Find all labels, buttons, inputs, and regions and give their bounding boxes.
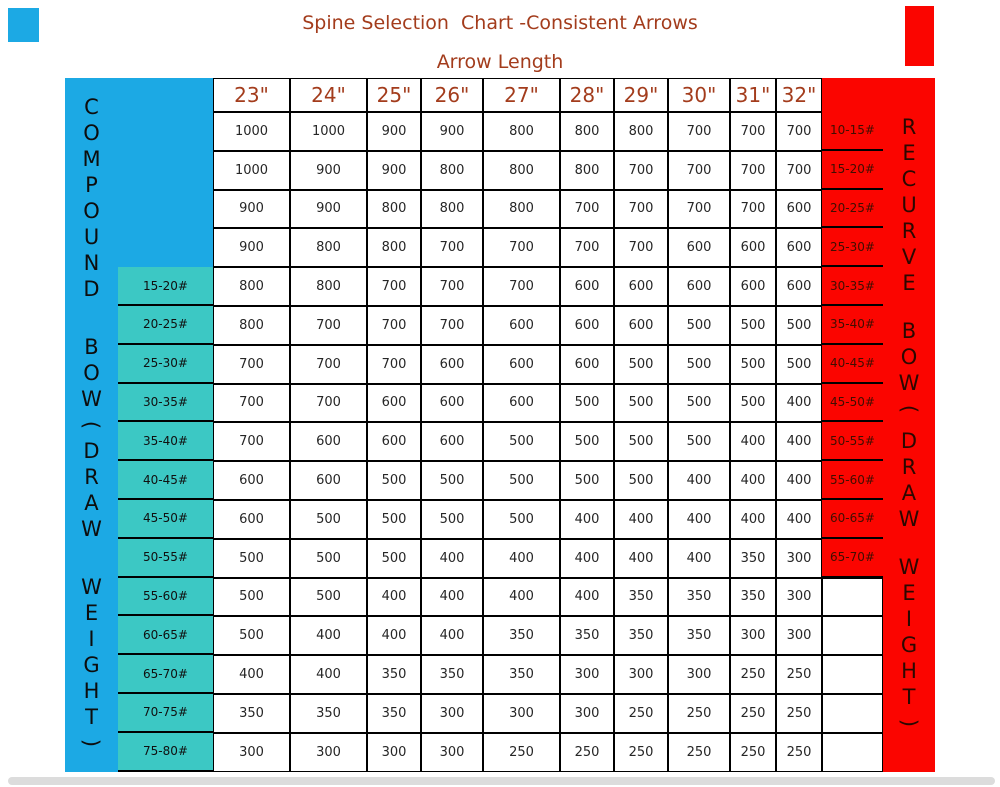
vertical-letter: E (902, 581, 916, 605)
arrow-length-header: 24" (290, 78, 367, 112)
arrow-length-header: 25" (367, 78, 421, 112)
spine-value-cell: 900 (213, 228, 290, 267)
spine-value-cell: 300 (421, 694, 483, 733)
spine-value-cell: 350 (560, 616, 614, 655)
spine-value-cell: 350 (290, 694, 367, 733)
horizontal-scrollbar[interactable] (8, 777, 995, 785)
spine-value-cell: 800 (367, 190, 421, 229)
arrow-length-header: 31" (730, 78, 776, 112)
spine-value-cell: 350 (614, 616, 668, 655)
spine-value-cell: 700 (213, 345, 290, 384)
vertical-letter: ( (896, 404, 921, 414)
spine-value-cell: 600 (421, 384, 483, 423)
spine-value-cell: 500 (213, 616, 290, 655)
spine-value-cell: 400 (290, 655, 367, 694)
compound-draw-weight-label: 75-80# (118, 733, 213, 772)
spine-value-cell: 700 (483, 228, 560, 267)
spine-value-cell: 350 (668, 616, 730, 655)
vertical-letter: I (905, 607, 913, 631)
spine-value-cell: 300 (421, 733, 483, 772)
arrow-length-heading: Arrow Length (436, 51, 564, 73)
spine-value-cell: 300 (776, 578, 822, 617)
vertical-letter: T (902, 685, 916, 709)
spine-value-cell: 300 (560, 694, 614, 733)
vertical-letter: C (901, 167, 917, 191)
spine-value-cell: 250 (614, 694, 668, 733)
spine-value-cell: 600 (776, 190, 822, 229)
spine-value-cell: 600 (668, 267, 730, 306)
vertical-letter: O (83, 199, 100, 223)
spine-value-cell: 900 (290, 190, 367, 229)
spine-value-cell: 600 (421, 345, 483, 384)
vertical-letter: O (83, 361, 100, 385)
compound-bow-band-lower (65, 267, 118, 771)
spine-value-cell: 700 (776, 151, 822, 190)
spine-value-cell: 350 (730, 578, 776, 617)
spine-value-cell: 250 (730, 733, 776, 772)
spine-value-cell: 350 (367, 694, 421, 733)
spine-value-cell: 900 (367, 112, 421, 151)
spine-value-cell: 700 (213, 384, 290, 423)
spine-value-cell: 800 (560, 151, 614, 190)
spine-value-cell: 500 (730, 306, 776, 345)
vertical-letter: ) (79, 738, 104, 748)
spine-value-cell: 400 (421, 539, 483, 578)
arrow-length-header: 29" (614, 78, 668, 112)
recurve-draw-weight-label: 30-35# (822, 267, 883, 306)
spine-value-cell: 400 (560, 539, 614, 578)
vertical-letter: C (84, 95, 99, 119)
spine-value-cell: 900 (421, 112, 483, 151)
spine-value-cell: 700 (290, 306, 367, 345)
empty-label-cell (822, 733, 883, 772)
vertical-letter: P (85, 173, 98, 197)
spine-value-cell: 500 (421, 500, 483, 539)
spine-value-cell: 700 (730, 151, 776, 190)
recurve-draw-weight-label: 40-45# (822, 345, 883, 384)
vertical-letter: G (900, 633, 918, 657)
spine-value-cell: 800 (483, 151, 560, 190)
empty-label-cell (822, 578, 883, 617)
spine-value-cell: 600 (730, 228, 776, 267)
spine-value-cell: 500 (421, 461, 483, 500)
vertical-letter: H (83, 679, 100, 703)
compound-draw-weight-label: 50-55# (118, 539, 213, 578)
spine-value-cell: 500 (730, 345, 776, 384)
compound-draw-weight-label: 20-25# (118, 306, 213, 345)
vertical-letter: N (83, 251, 100, 275)
spine-value-cell: 600 (668, 228, 730, 267)
spine-value-cell: 700 (421, 306, 483, 345)
spine-value-cell: 600 (483, 345, 560, 384)
spine-value-cell: 600 (367, 384, 421, 423)
vertical-letter: D (900, 429, 918, 453)
vertical-letter: O (900, 345, 918, 369)
spine-value-cell: 700 (614, 190, 668, 229)
spine-value-cell: 600 (776, 267, 822, 306)
spine-value-cell: 250 (776, 733, 822, 772)
spine-value-cell: 900 (290, 151, 367, 190)
vertical-letter: D (83, 439, 100, 463)
spine-value-cell: 350 (367, 655, 421, 694)
spine-value-cell: 500 (560, 422, 614, 461)
spine-value-cell: 800 (367, 228, 421, 267)
vertical-letter: I (88, 627, 95, 651)
spine-value-cell: 400 (290, 616, 367, 655)
spine-value-cell: 700 (367, 345, 421, 384)
compound-draw-weight-label: 15-20# (118, 267, 213, 306)
spine-value-cell: 400 (367, 578, 421, 617)
vertical-letter: G (83, 653, 100, 677)
spine-value-cell: 400 (560, 500, 614, 539)
spine-value-cell: 250 (560, 733, 614, 772)
spine-value-cell: 600 (290, 461, 367, 500)
vertical-letter: R (901, 455, 917, 479)
compound-draw-weight-label: 40-45# (118, 461, 213, 500)
spine-value-cell: 400 (421, 578, 483, 617)
spine-value-cell: 300 (776, 539, 822, 578)
spine-value-cell: 350 (483, 655, 560, 694)
vertical-letter: W (898, 555, 920, 579)
arrow-length-header: 28" (560, 78, 614, 112)
spine-value-cell: 700 (290, 345, 367, 384)
vertical-letter: W (81, 517, 102, 541)
spine-value-cell: 400 (483, 539, 560, 578)
spine-value-cell: 400 (483, 578, 560, 617)
spine-value-cell: 700 (560, 190, 614, 229)
vertical-letter: O (83, 121, 100, 145)
spine-value-cell: 600 (776, 228, 822, 267)
spine-value-cell: 500 (290, 578, 367, 617)
spine-value-cell: 350 (213, 694, 290, 733)
vertical-letter: M (82, 147, 101, 171)
spine-value-cell: 500 (483, 422, 560, 461)
spine-value-cell: 250 (776, 655, 822, 694)
spine-value-cell: 900 (367, 151, 421, 190)
spine-value-cell: 500 (668, 306, 730, 345)
spine-value-cell: 500 (614, 345, 668, 384)
spine-value-cell: 400 (367, 616, 421, 655)
spine-value-cell: 700 (668, 190, 730, 229)
spine-value-cell: 1000 (213, 112, 290, 151)
recurve-draw-weight-label: 65-70# (822, 539, 883, 578)
compound-bow-band-upper (65, 78, 213, 267)
spine-value-cell: 500 (560, 384, 614, 423)
spine-value-cell: 800 (421, 190, 483, 229)
spine-value-cell: 250 (614, 733, 668, 772)
vertical-letter: W (81, 387, 102, 411)
spine-value-cell: 250 (668, 694, 730, 733)
spine-value-cell: 600 (483, 384, 560, 423)
compound-draw-weight-label: 70-75# (118, 694, 213, 733)
spine-value-cell: 700 (614, 151, 668, 190)
spine-value-cell: 700 (367, 306, 421, 345)
spine-value-cell: 500 (213, 578, 290, 617)
spine-value-cell: 500 (367, 461, 421, 500)
spine-value-cell: 800 (483, 190, 560, 229)
vertical-letter: A (84, 491, 99, 515)
spine-value-cell: 350 (730, 539, 776, 578)
spine-value-cell: 500 (290, 539, 367, 578)
compound-draw-weight-label: 45-50# (118, 500, 213, 539)
spine-value-cell: 500 (560, 461, 614, 500)
vertical-letter: R (84, 465, 99, 489)
spine-value-cell: 700 (560, 228, 614, 267)
vertical-letter: E (84, 601, 99, 625)
recurve-bow-band (883, 78, 935, 772)
spine-value-cell: 500 (730, 384, 776, 423)
spine-value-cell: 500 (483, 500, 560, 539)
spine-value-cell: 1000 (290, 112, 367, 151)
spine-value-cell: 300 (367, 733, 421, 772)
spine-value-cell: 350 (421, 655, 483, 694)
vertical-letter: R (901, 115, 917, 139)
spine-value-cell: 900 (213, 190, 290, 229)
spine-value-cell: 800 (213, 267, 290, 306)
spine-value-cell: 600 (213, 500, 290, 539)
spine-value-cell: 300 (560, 655, 614, 694)
spine-value-cell: 400 (776, 500, 822, 539)
spine-value-cell: 400 (776, 422, 822, 461)
spine-value-cell: 700 (776, 112, 822, 151)
spine-value-cell: 1000 (213, 151, 290, 190)
recurve-draw-weight-label: 45-50# (822, 384, 883, 423)
vertical-letter: E (902, 271, 916, 295)
spine-value-cell: 600 (614, 267, 668, 306)
vertical-letter: T (85, 705, 98, 729)
spine-value-cell: 600 (730, 267, 776, 306)
spine-value-cell: 250 (776, 694, 822, 733)
spine-value-cell: 400 (776, 384, 822, 423)
spine-value-cell: 350 (668, 578, 730, 617)
vertical-letter: W (898, 371, 920, 395)
spine-value-cell: 800 (290, 228, 367, 267)
spine-value-cell: 700 (668, 151, 730, 190)
spine-value-cell: 700 (730, 112, 776, 151)
spine-value-cell: 400 (614, 539, 668, 578)
spine-value-cell: 800 (213, 306, 290, 345)
vertical-letter: A (901, 481, 917, 505)
spine-value-cell: 500 (668, 422, 730, 461)
compound-draw-weight-label: 65-70# (118, 655, 213, 694)
arrow-length-header: 27" (483, 78, 560, 112)
spine-value-cell: 400 (560, 578, 614, 617)
spine-value-cell: 300 (213, 733, 290, 772)
spine-value-cell: 400 (213, 655, 290, 694)
spine-value-cell: 700 (730, 190, 776, 229)
spine-value-cell: 800 (614, 112, 668, 151)
recurve-draw-weight-label: 60-65# (822, 500, 883, 539)
vertical-letter: R (901, 219, 917, 243)
compound-draw-weight-label: 35-40# (118, 422, 213, 461)
vertical-letter: W (81, 575, 102, 599)
spine-value-cell: 400 (668, 461, 730, 500)
empty-label-cell (822, 616, 883, 655)
spine-value-cell: 800 (483, 112, 560, 151)
spine-value-cell: 300 (730, 616, 776, 655)
spine-value-cell: 700 (668, 112, 730, 151)
spine-value-cell: 500 (668, 384, 730, 423)
recurve-draw-weight-label: 15-20# (822, 151, 883, 190)
arrow-length-header: 23" (213, 78, 290, 112)
vertical-letter: ( (79, 420, 104, 430)
spine-value-cell: 500 (614, 461, 668, 500)
spine-value-cell: 500 (367, 500, 421, 539)
spine-value-cell: 700 (290, 384, 367, 423)
vertical-letter: W (898, 507, 920, 531)
spine-value-cell: 300 (614, 655, 668, 694)
empty-label-cell (822, 655, 883, 694)
spine-value-cell: 250 (668, 733, 730, 772)
spine-value-cell: 700 (367, 267, 421, 306)
spine-value-cell: 300 (290, 733, 367, 772)
spine-value-cell: 700 (614, 228, 668, 267)
spine-value-cell: 400 (668, 500, 730, 539)
arrow-length-header: 26" (421, 78, 483, 112)
spine-value-cell: 600 (560, 345, 614, 384)
recurve-label-column-header (822, 78, 883, 112)
spine-value-cell: 400 (730, 500, 776, 539)
spine-value-cell: 700 (213, 422, 290, 461)
spine-value-cell: 400 (614, 500, 668, 539)
spine-value-cell: 600 (560, 267, 614, 306)
spine-value-cell: 400 (668, 539, 730, 578)
vertical-letter: B (84, 335, 99, 359)
recurve-draw-weight-label: 20-25# (822, 190, 883, 229)
recurve-draw-weight-label: 35-40# (822, 306, 883, 345)
spine-value-cell: 500 (290, 500, 367, 539)
spine-value-cell: 600 (213, 461, 290, 500)
vertical-letter: U (901, 193, 917, 217)
vertical-letter: E (902, 141, 916, 165)
recurve-draw-weight-label: 25-30# (822, 228, 883, 267)
spine-value-cell: 400 (421, 616, 483, 655)
spine-value-cell: 250 (730, 655, 776, 694)
vertical-letter: H (901, 659, 917, 683)
vertical-letter: ) (896, 718, 921, 728)
spine-value-cell: 600 (483, 306, 560, 345)
compound-draw-weight-label: 30-35# (118, 384, 213, 423)
spine-value-cell: 600 (614, 306, 668, 345)
chart-title: Spine Selection Chart -Consistent Arrows (302, 12, 698, 34)
spine-value-cell: 300 (776, 616, 822, 655)
spine-value-cell: 500 (483, 461, 560, 500)
arrow-length-header: 32" (776, 78, 822, 112)
spine-value-cell: 500 (213, 539, 290, 578)
recurve-draw-weight-label: 10-15# (822, 112, 883, 151)
spine-value-cell: 600 (560, 306, 614, 345)
spine-value-cell: 600 (367, 422, 421, 461)
vertical-letter: D (83, 277, 100, 301)
recurve-draw-weight-label: 50-55# (822, 422, 883, 461)
empty-label-cell (822, 694, 883, 733)
spine-value-cell: 500 (776, 345, 822, 384)
spine-value-cell: 700 (483, 267, 560, 306)
spine-value-cell: 400 (776, 461, 822, 500)
spine-value-cell: 600 (421, 422, 483, 461)
spine-value-cell: 500 (614, 384, 668, 423)
vertical-letter: B (901, 319, 917, 343)
spine-value-cell: 300 (668, 655, 730, 694)
spine-value-cell: 700 (421, 228, 483, 267)
arrow-length-header: 30" (668, 78, 730, 112)
spine-selection-table (65, 78, 935, 772)
spine-value-cell: 400 (730, 422, 776, 461)
spine-value-cell: 800 (560, 112, 614, 151)
spine-value-cell: 300 (483, 694, 560, 733)
spine-value-cell: 500 (776, 306, 822, 345)
compound-draw-weight-label: 25-30# (118, 345, 213, 384)
spine-value-cell: 350 (614, 578, 668, 617)
spine-value-cell: 800 (421, 151, 483, 190)
spine-value-cell: 500 (367, 539, 421, 578)
spine-value-cell: 700 (421, 267, 483, 306)
spine-value-cell: 800 (290, 267, 367, 306)
spine-value-cell: 250 (483, 733, 560, 772)
compound-draw-weight-label: 55-60# (118, 578, 213, 617)
spine-value-cell: 400 (730, 461, 776, 500)
spine-value-cell: 600 (290, 422, 367, 461)
recurve-draw-weight-label: 55-60# (822, 461, 883, 500)
spine-value-cell: 500 (668, 345, 730, 384)
compound-draw-weight-label: 60-65# (118, 616, 213, 655)
vertical-letter: V (901, 245, 917, 269)
spine-value-cell: 250 (730, 694, 776, 733)
spine-value-cell: 350 (483, 616, 560, 655)
spine-value-cell: 500 (614, 422, 668, 461)
vertical-letter: U (83, 225, 100, 249)
